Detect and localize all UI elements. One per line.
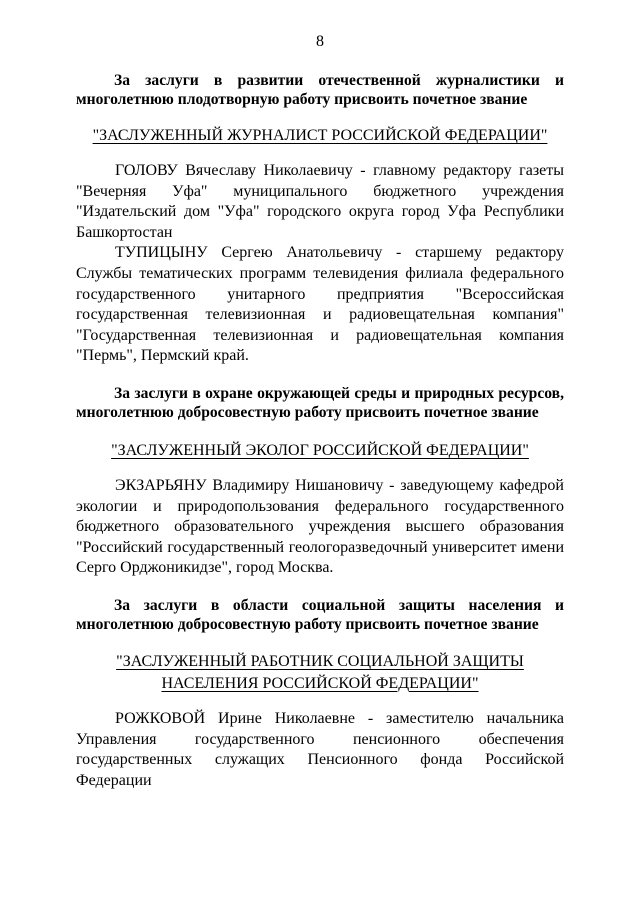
award-title-ecologist [76,440,564,462]
award-title-social-worker-line-2: НАСЕЛЕНИЯ РОССИЙСКОЙ ФЕДЕРАЦИИ" [161,674,479,692]
award-title-social-worker-line-1: "ЗАСЛУЖЕННЫЙ РАБОТНИК СОЦИАЛЬНОЙ ЗАЩИТЫ [116,652,524,670]
award-title-journalist [76,125,564,147]
decree-social-protection: За заслуги в области социальной защиты населения и многолетнюю добросовестную работу присвоить почетное звание [76,596,564,633]
awardee-rozhkova: РОЖКОВОЙ Ирине Николаевне - заместителю начальника Управления государственного пенсионного обеспечения государственных служащих Пенсионного фонда Российской Федерации [76,709,564,789]
award-title-social-worker [76,651,564,695]
award-title-ecologist-line-1: "ЗАСЛУЖЕННЫЙ ЭКОЛОГ РОССИЙСКОЙ ФЕДЕРАЦИИ" [111,441,529,459]
awardee-ekzaryan: ЭКЗАРЬЯНУ Владимиру Нишановичу - заведующему кафедрой экологии и природопользования федерального государственного бюджетного образовательного учреждения высшего образования "Российский государственный геологоразведочный университет имени Серго Орджоникидзе", город Москва. [76,476,564,577]
award-title-journalist-line-1: "ЗАСЛУЖЕННЫЙ ЖУРНАЛИСТ РОССИЙСКОЙ ФЕДЕРАЦИИ" [92,127,548,144]
decree-journalism: За заслуги в развитии отечественной журналистики и многолетнюю плодотворную работу присвоить почетное звание [76,72,564,108]
awardee-golov: ГОЛОВУ Вячеславу Николаевичу - главному редактору газеты "Вечерняя Уфа" муниципального бюджетного учреждения "Издательский дом "Уфа" городского округа город Уфа Республики Башкортостан [76,162,564,241]
awardee-tupitsyn: ТУПИЦЫНУ Сергею Анатольевичу - старшему редактору Службы тематических программ телевидения филиала федерального государственного унитарного предприятия "Всероссийская государственная телевизионная и радиовещательная компания" "Государственная телевизионная и радиовещательная компания "Пермь", Пермский край. [76,244,564,365]
page-number: 8 [316,33,324,50]
document-body [76,71,564,791]
decree-ecology: За заслуги в охране окружающей среды и природных ресурсов, многолетнюю добросовестную работу присвоить почетное звание [76,384,564,421]
